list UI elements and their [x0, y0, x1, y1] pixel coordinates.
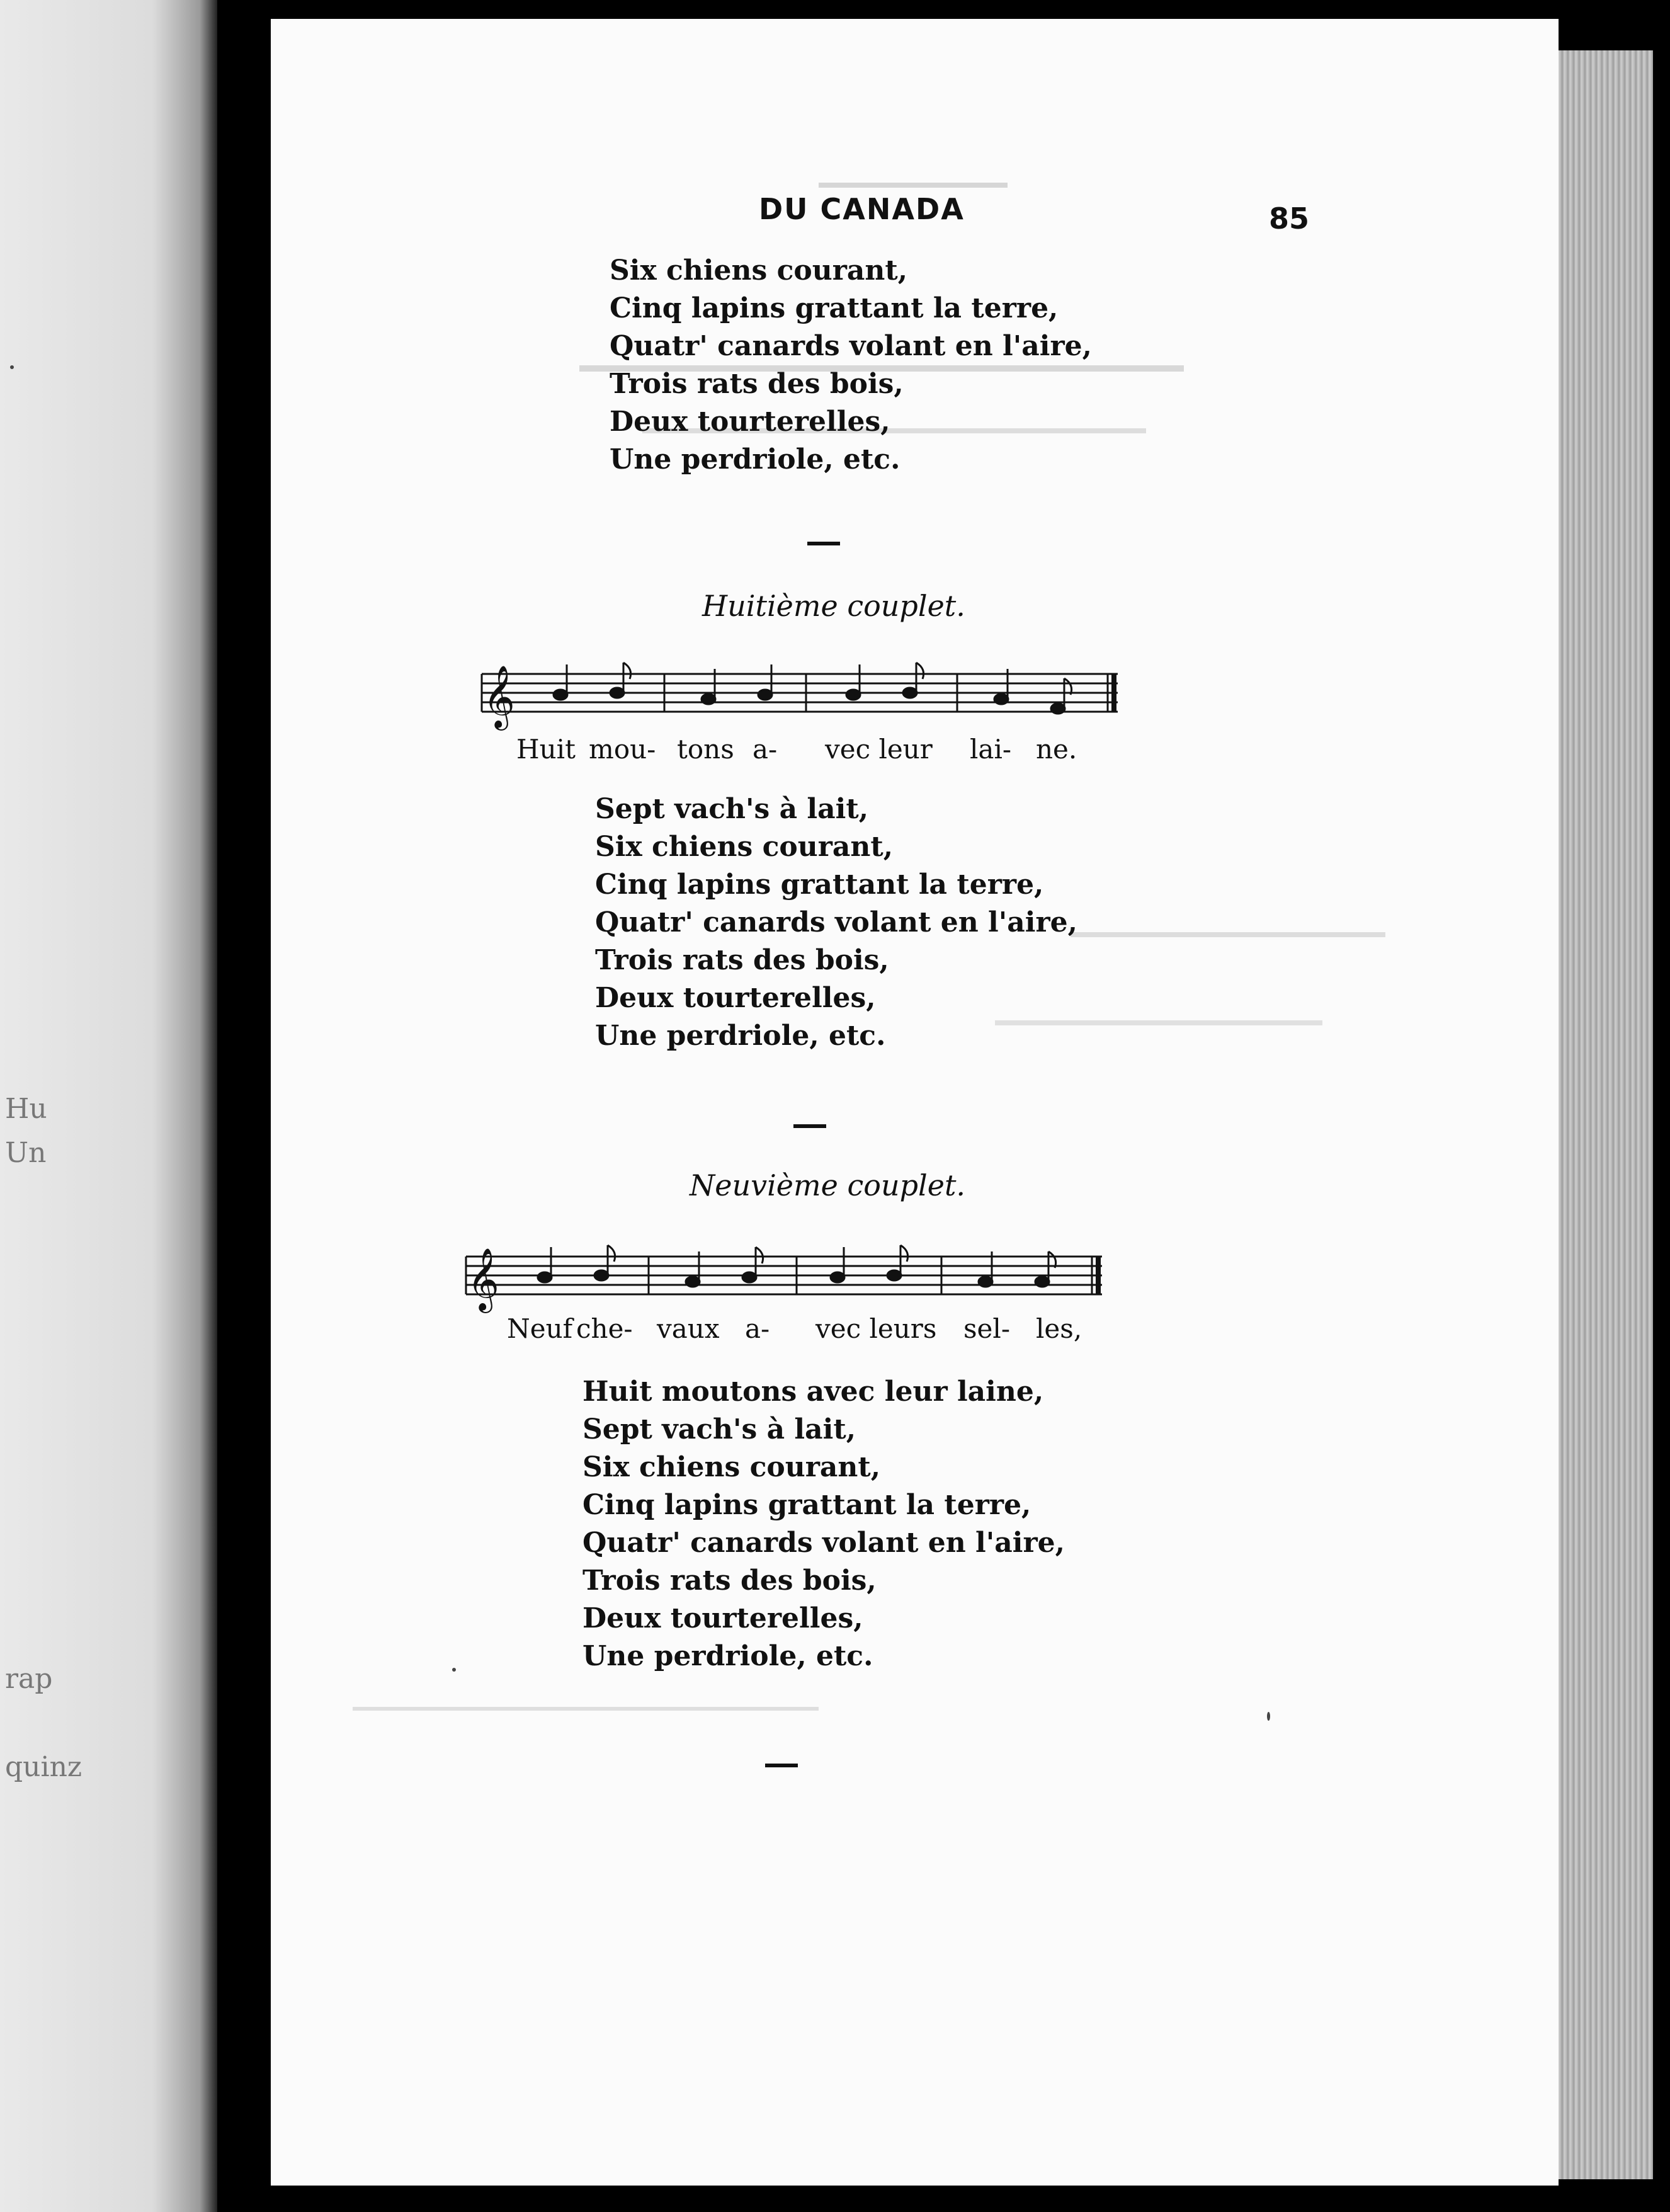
- section-dash: [807, 542, 840, 545]
- lyric-syllable: a-: [745, 1313, 770, 1344]
- left-fragment: quinz: [5, 1751, 82, 1783]
- verse-line: Trois rats des bois,: [610, 368, 904, 400]
- section-dash: [793, 1124, 826, 1128]
- verse-line: Trois rats des bois,: [595, 944, 889, 976]
- scan-speck: [10, 365, 14, 369]
- lyric-syllable: Huit: [516, 734, 576, 765]
- lyric-syllable: a-: [753, 734, 778, 765]
- stanza-couplet9: [582, 1373, 1065, 1675]
- section-dash: [765, 1764, 798, 1767]
- music-staff: [453, 1238, 1108, 1320]
- verse-line: Sept vach's à lait,: [582, 1413, 856, 1445]
- verse-line: Quatr' canards volant en l'aire,: [595, 906, 1077, 938]
- verse-line: Trois rats des bois,: [582, 1565, 877, 1597]
- verse-line: Quatr' canards volant en l'aire,: [582, 1527, 1065, 1559]
- lyric-syllable: les,: [1036, 1313, 1082, 1344]
- lyric-syllable: vec leur: [825, 734, 933, 765]
- left-fragment: Hu: [5, 1093, 47, 1125]
- stanza-top: [610, 252, 1092, 479]
- running-title: DU CANADA: [759, 192, 965, 226]
- lyrics-line: [507, 1313, 1093, 1351]
- lyric-syllable: tons: [677, 734, 734, 765]
- lyric-syllable: mou-: [589, 734, 656, 765]
- verse-line: Six chiens courant,: [610, 254, 908, 287]
- stanza-couplet8: [595, 790, 1077, 1055]
- verse-line: Deux tourterelles,: [582, 1602, 863, 1634]
- svg-text:𝄞: 𝄞: [483, 665, 515, 728]
- left-fragment: Un: [5, 1137, 47, 1169]
- verse-line: Deux tourterelles,: [610, 406, 890, 438]
- lyrics-line: [516, 734, 1083, 772]
- verse-line: Cinq lapins grattant la terre,: [582, 1489, 1031, 1521]
- left-page-fragments: [0, 0, 217, 2212]
- page-number: 85: [1269, 202, 1310, 236]
- left-fragment: rap: [5, 1663, 53, 1695]
- verse-line: Cinq lapins grattant la terre,: [595, 869, 1044, 901]
- lyric-syllable: vaux: [657, 1313, 720, 1344]
- verse-line: Six chiens courant,: [595, 831, 894, 863]
- lyric-syllable: che-: [576, 1313, 633, 1344]
- scan-speck: [452, 1668, 456, 1672]
- verse-line: Huit moutons avec leur laine,: [582, 1376, 1044, 1408]
- lyric-syllable: sel-: [963, 1313, 1011, 1344]
- verse-line: Une perdriole, etc.: [595, 1020, 886, 1052]
- scan-speck: [1267, 1712, 1270, 1721]
- lyric-syllable: lai-: [970, 734, 1012, 765]
- couplet-heading: Huitième couplet.: [702, 589, 965, 623]
- verse-line: Une perdriole, etc.: [582, 1640, 873, 1672]
- verse-line: Une perdriole, etc.: [610, 443, 900, 476]
- verse-line: Six chiens courant,: [582, 1451, 881, 1483]
- music-staff: [469, 655, 1124, 737]
- verse-line: Sept vach's à lait,: [595, 793, 869, 825]
- couplet-heading: Neuvième couplet.: [690, 1168, 966, 1202]
- left-page-edge: [0, 0, 217, 2212]
- lyric-syllable: Neuf: [507, 1313, 573, 1344]
- verse-line: Cinq lapins grattant la terre,: [610, 292, 1059, 324]
- verse-line: Quatr' canards volant en l'aire,: [610, 330, 1092, 362]
- svg-text:𝄞: 𝄞: [467, 1248, 499, 1311]
- page-stack-edge: [1559, 50, 1653, 2179]
- lyric-syllable: vec leurs: [815, 1313, 937, 1344]
- verse-line: Deux tourterelles,: [595, 982, 876, 1014]
- lyric-syllable: ne.: [1036, 734, 1077, 765]
